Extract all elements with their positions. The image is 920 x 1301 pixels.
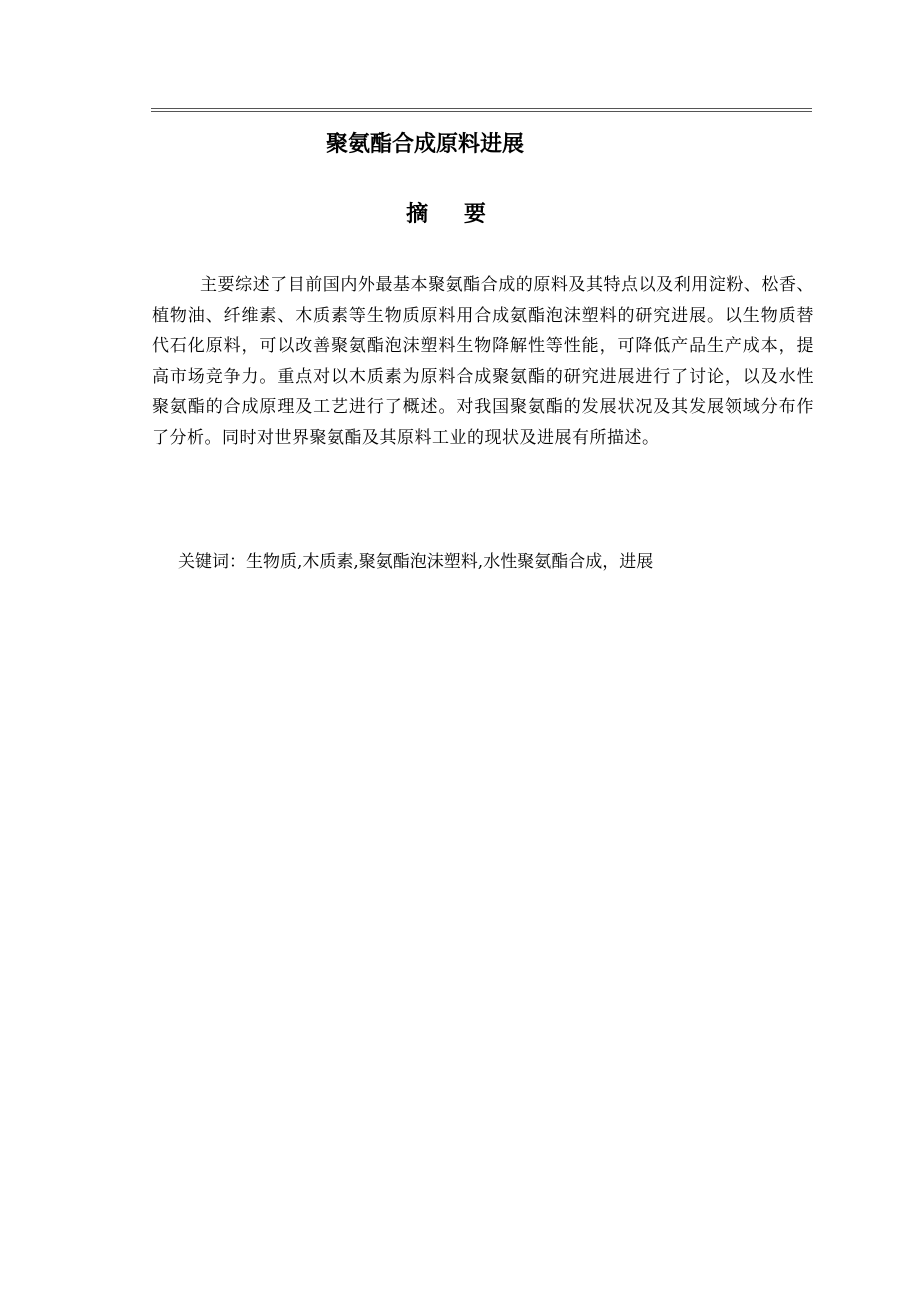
document-title [0, 130, 920, 160]
abstract-body: 主要综述了目前国内外最基本聚氨酯合成的原料及其特点以及利用淀粉、松香、植物油、纤维素、木质素等生物质原料用合成氨酯泡沫塑料的研究进展。以生物质替代石化原料，可以改善聚氨酯泡沫塑料生物降解性等性能，可降低产品生产成本，提高市场竞争力。重点对以木质素为原料合成聚氨酯的研究进展进行了讨论，以及水性聚氨酯的合成原理及工艺进行了概述。对我国聚氨酯的发展状况及其发展领域分布作了分析。同时对世界聚氨酯及其原料工业的现状及进展有所描述。 [152, 275, 814, 448]
abstract-heading-text: 摘 要 [406, 202, 500, 227]
keywords-line: 关键词：生物质,木质素,聚氨酯泡沫塑料,水性聚氨酯合成，进展 [178, 552, 654, 572]
header-rule [151, 108, 812, 112]
document-title-text: 聚氨酯合成原料进展 [325, 132, 524, 157]
abstract-heading [0, 200, 920, 230]
